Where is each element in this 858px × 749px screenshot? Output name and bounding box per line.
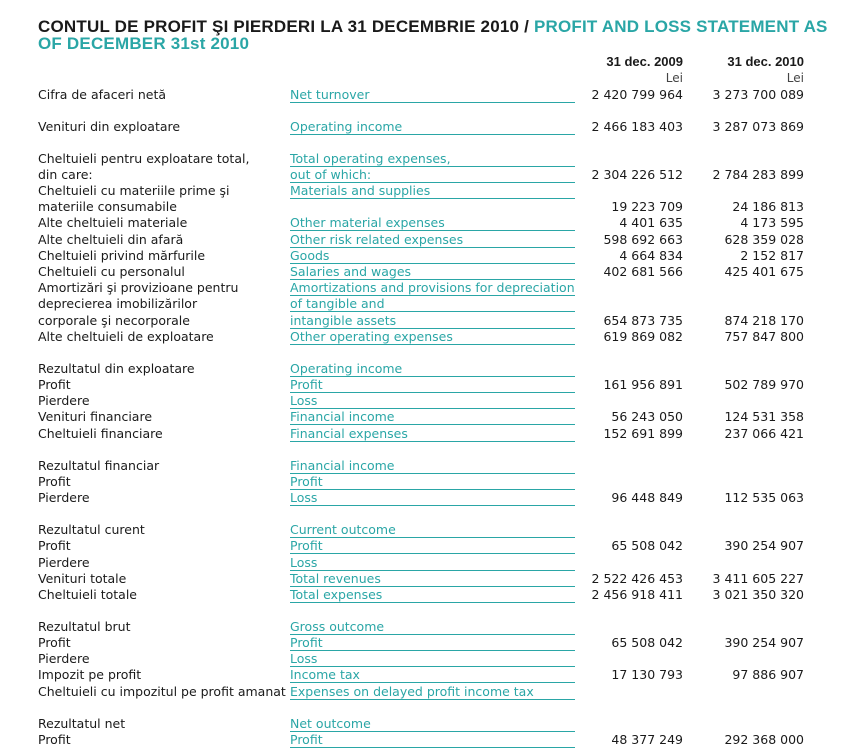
value-2010: 237 066 421 [724,426,804,441]
value-2009: 161 956 891 [603,377,683,392]
value-2010: 425 401 675 [724,264,804,279]
row-label-romanian: Rezultatul financiar [38,458,160,473]
value-2010: 292 368 000 [724,732,804,747]
row-label-romanian: Cheltuieli totale [38,587,137,602]
value-2010: 3 411 605 227 [712,571,804,586]
row-label-romanian: Cheltuieli pentru exploatare total, [38,151,250,166]
table-row [0,329,858,345]
row-label-english: Total expenses [290,587,575,603]
row-label-romanian: Impozit pe profit [38,667,142,682]
value-2010: 3 021 350 320 [712,587,804,602]
table-row [0,377,858,393]
value-2010: 97 886 907 [732,667,804,682]
value-2009: 402 681 566 [603,264,683,279]
row-label-english: Expenses on delayed profit income tax [290,684,575,700]
row-label-romanian: Cheltuieli cu impozitul pe profit amanat [38,684,286,699]
table-row [0,264,858,280]
value-2010: 24 186 813 [732,199,804,214]
table-row [0,280,858,296]
row-label-romanian: Pierdere [38,555,90,570]
row-label-english: Loss [290,555,575,571]
value-2010: 2 784 283 899 [712,167,804,182]
value-2009: 65 508 042 [611,635,683,650]
table-row [0,635,858,651]
row-label-english: Financial income [290,458,575,474]
value-2010: 874 218 170 [724,313,804,328]
value-2009: 598 692 663 [603,232,683,247]
row-label-romanian: Venituri din exploatare [38,119,181,134]
row-label-english: Current outcome [290,522,575,538]
value-2010: 112 535 063 [724,490,804,505]
value-2009: 2 522 426 453 [591,571,683,586]
table-row [0,183,858,199]
table-row [0,87,858,103]
table-row [0,248,858,264]
row-label-english: Gross outcome [290,619,575,635]
row-label-romanian: deprecierea imobilizărilor [38,296,198,311]
value-2010: 3 273 700 089 [712,87,804,102]
value-2010: 4 173 595 [740,215,804,230]
table-row [0,361,858,377]
table-row [0,393,858,409]
value-2009: 4 401 635 [619,215,683,230]
row-label-romanian: Profit [38,732,71,747]
table-row [0,490,858,506]
row-label-english: Materials and supplies [290,183,575,199]
row-label-romanian: Pierdere [38,393,90,408]
row-label-romanian: Pierdere [38,490,90,505]
value-2009: 152 691 899 [603,426,683,441]
row-label-romanian: Rezultatul brut [38,619,131,634]
row-label-english: Profit [290,377,575,393]
row-label-romanian: Profit [38,474,71,489]
row-label-english: Loss [290,393,575,409]
table-row [0,587,858,603]
row-label-romanian: Profit [38,538,71,553]
value-2009: 2 304 226 512 [591,167,683,182]
row-label-english: Profit [290,538,575,554]
table-row [0,409,858,425]
row-label-english: Salaries and wages [290,264,575,280]
row-label-english: Operating income [290,119,575,135]
table-row [0,426,858,442]
row-label-english: Profit [290,474,575,490]
row-label-romanian: din care: [38,167,93,182]
value-2009: 65 508 042 [611,538,683,553]
row-label-romanian: Profit [38,635,71,650]
row-label-english: Other risk related expenses [290,232,575,248]
row-label-english: out of which: [290,167,575,183]
row-label-english: Goods [290,248,575,264]
row-label-romanian: Venituri financiare [38,409,153,424]
value-2009: 2 466 183 403 [591,119,683,134]
row-label-romanian: Alte cheltuieli materiale [38,215,188,230]
row-label-english: Financial income [290,409,575,425]
table-row [0,571,858,587]
row-label-english: Income tax [290,667,575,683]
table-row [0,667,858,683]
value-2009: 619 869 082 [603,329,683,344]
row-label-english: Financial expenses [290,426,575,442]
row-label-english: of tangible and [290,296,575,312]
value-2010: 390 254 907 [724,635,804,650]
row-label-romanian: Cheltuieli financiare [38,426,163,441]
table-row [0,167,858,183]
table-row [0,522,858,538]
title-english: PROFIT AND LOSS STATEMENT AS OF DECEMBER 31st 2010 [38,17,828,53]
title-romanian: CONTUL DE PROFIT ŞI PIERDERI LA 31 DECEMBRIE 2010 / [38,17,534,36]
row-label-romanian: Cheltuieli cu materiile prime şi [38,183,230,198]
row-label-romanian: corporale şi necorporale [38,313,190,328]
table-row [0,199,858,215]
value-2010: 628 359 028 [724,232,804,247]
value-2009: 48 377 249 [611,732,683,747]
table-row [0,296,858,312]
row-label-romanian: Cheltuieli privind mărfurile [38,248,206,263]
row-label-english: Loss [290,651,575,667]
table-row [0,151,858,167]
row-label-english: Profit [290,732,575,748]
table-row [0,684,858,700]
table-row [0,619,858,635]
page-title [38,18,838,52]
table-row [0,119,858,135]
row-label-english: Profit [290,635,575,651]
value-2010: 502 789 970 [724,377,804,392]
row-label-romanian: Venituri totale [38,571,127,586]
row-label-romanian: Cifra de afaceri netă [38,87,167,102]
row-label-english: Net turnover [290,87,575,103]
row-label-romanian: Rezultatul curent [38,522,145,537]
row-label-english: Other operating expenses [290,329,575,345]
table-row [0,474,858,490]
row-label-romanian: Amortizări şi provizioane pentru [38,280,239,295]
table-row [0,716,858,732]
row-label-romanian: Alte cheltuieli din afară [38,232,184,247]
table-row [0,555,858,571]
row-label-romanian: Alte cheltuieli de exploatare [38,329,214,344]
row-label-romanian: Cheltuieli cu personalul [38,264,185,279]
row-label-english: Net outcome [290,716,575,732]
table-row [0,232,858,248]
table-row [0,313,858,329]
value-2009: 4 664 834 [619,248,683,263]
table-row [0,538,858,554]
column-header-2009: 31 dec. 2009 [606,54,683,69]
column-unit-2009: Lei [665,71,683,85]
row-label-english: Total operating expenses, [290,151,575,167]
value-2009: 17 130 793 [611,667,683,682]
value-2009: 2 456 918 411 [591,587,683,602]
table-row [0,732,858,748]
value-2010: 124 531 358 [724,409,804,424]
row-label-english: Operating income [290,361,575,377]
column-header-2010: 31 dec. 2010 [727,54,804,69]
table-row [0,458,858,474]
value-2010: 3 287 073 869 [712,119,804,134]
value-2009: 56 243 050 [611,409,683,424]
table-row [0,651,858,667]
column-unit-2010: Lei [786,71,804,85]
value-2009: 654 873 735 [603,313,683,328]
row-label-english: intangible assets [290,313,575,329]
row-label-romanian: Rezultatul din exploatare [38,361,195,376]
value-2010: 390 254 907 [724,538,804,553]
row-label-english: Loss [290,490,575,506]
table-row [0,215,858,231]
row-label-english [290,199,575,214]
value-2010: 757 847 800 [724,329,804,344]
row-label-english: Amortizations and provisions for depreciation [290,280,575,295]
row-label-english: Other material expenses [290,215,575,231]
value-2009: 2 420 799 964 [591,87,683,102]
value-2010: 2 152 817 [740,248,804,263]
row-label-english: Total revenues [290,571,575,587]
row-label-romanian: Pierdere [38,651,90,666]
value-2009: 19 223 709 [611,199,683,214]
row-label-romanian: Rezultatul net [38,716,126,731]
row-label-romanian: Profit [38,377,71,392]
value-2009: 96 448 849 [611,490,683,505]
row-label-romanian: materiile consumabile [38,199,177,214]
